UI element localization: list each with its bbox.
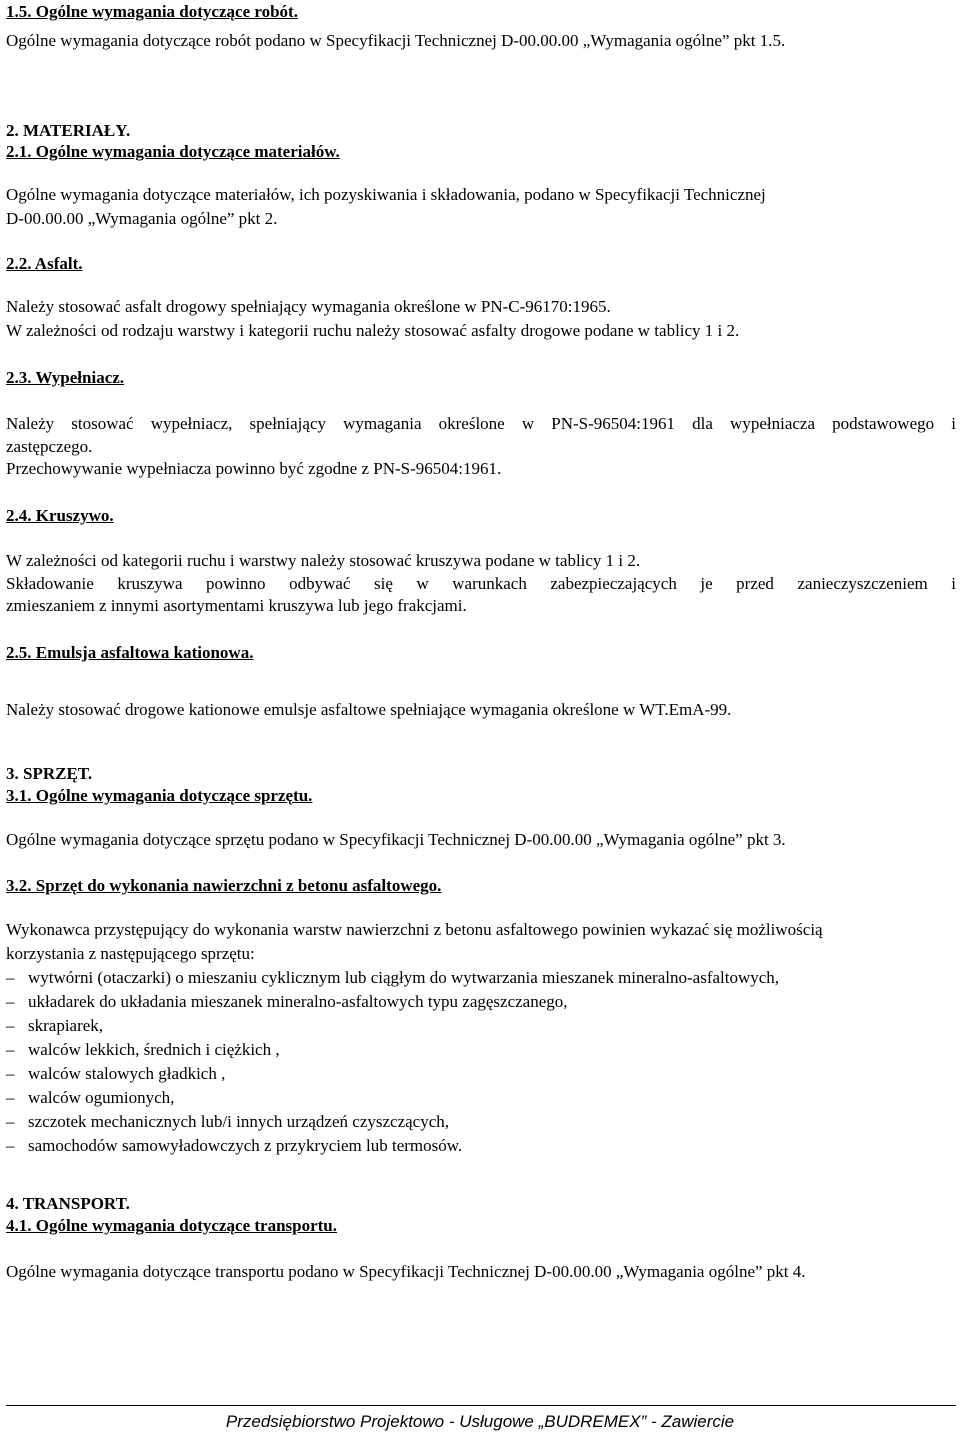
- paragraph: Należy stosować asfalt drogowy spełniający wymagania określone w PN-C-96170:1965.: [6, 297, 611, 316]
- dash-icon: –: [6, 1064, 15, 1083]
- list-item: – szczotek mechanicznych lub/i innych urządzeń czyszczących,: [6, 1110, 449, 1134]
- paragraph: Ogólne wymagania dotyczące transportu podano w Specyfikacji Technicznej D-00.00.00 „Wymagania ogólne” pkt 4.: [6, 1262, 806, 1281]
- dash-icon: –: [6, 1040, 15, 1059]
- heading-1-5: 1.5. Ogólne wymagania dotyczące robót.: [6, 2, 298, 21]
- heading-2-3: 2.3. Wypełniacz.: [6, 368, 125, 387]
- list-item: – walców ogumionych,: [6, 1086, 174, 1110]
- heading-3: 3. SPRZĘT.: [6, 764, 93, 783]
- list-item: – układarek do układania mieszanek mineralno-asfaltowych typu zagęszczanego,: [6, 990, 568, 1014]
- heading-4: 4. TRANSPORT.: [6, 1194, 130, 1213]
- paragraph: korzystania z następującego sprzętu:: [6, 944, 255, 963]
- paragraph: Ogólne wymagania dotyczące materiałów, ich pozyskiwania i składowania, podano w Specyfikacji Technicznej: [6, 185, 766, 204]
- heading-2-2: 2.2. Asfalt.: [6, 254, 83, 273]
- dash-icon: –: [6, 1016, 15, 1035]
- paragraph: D-00.00.00 „Wymagania ogólne” pkt 2.: [6, 209, 278, 228]
- heading-2-5: 2.5. Emulsja asfaltowa kationowa.: [6, 643, 254, 662]
- paragraph: Należy stosować drogowe kationowe emulsje asfaltowe spełniające wymagania określone w WT.EmA-99.: [6, 700, 732, 719]
- footer-divider: [6, 1405, 956, 1406]
- paragraph: W zależności od kategorii ruchu i warstwy należy stosować kruszywa podane w tablicy 1 i 2.: [6, 551, 641, 570]
- list-item: – wytwórni (otaczarki) o mieszaniu cyklicznym lub ciągłym do wytwarzania mieszanek mineralno-asfaltowych,: [6, 966, 779, 990]
- list-item: – samochodów samowyładowczych z przykryciem lub termosów.: [6, 1134, 462, 1158]
- heading-3-2: 3.2. Sprzęt do wykonania nawierzchni z betonu asfaltowego.: [6, 876, 442, 895]
- paragraph: Składowanie kruszywa powinno odbywać się w warunkach zabezpieczających je przed zanieczyszczeniem i: [6, 574, 956, 593]
- list-item: – skrapiarek,: [6, 1014, 103, 1038]
- paragraph: W zależności od rodzaju warstwy i kategorii ruchu należy stosować asfalty drogowe podane w tablicy 1 i 2.: [6, 321, 740, 340]
- paragraph: zmieszaniem z innymi asortymentami kruszywa lub jego frakcjami.: [6, 596, 467, 615]
- dash-icon: –: [6, 1136, 15, 1155]
- heading-2-4: 2.4. Kruszywo.: [6, 506, 114, 525]
- dash-icon: –: [6, 968, 15, 987]
- paragraph: Ogólne wymagania dotyczące robót podano w Specyfikacji Technicznej D-00.00.00 „Wymagania ogólne” pkt 1.5.: [6, 31, 786, 50]
- dash-icon: –: [6, 992, 15, 1011]
- paragraph: Należy stosować wypełniacz, spełniający wymagania określone w PN-S-96504:1961 dla wypełniacza podstawowego i: [6, 414, 956, 433]
- paragraph: zastępczego.: [6, 437, 93, 456]
- list-item: – walców lekkich, średnich i ciężkich ,: [6, 1038, 280, 1062]
- heading-2: 2. MATERIAŁY.: [6, 121, 131, 140]
- list-item: – walców stalowych gładkich ,: [6, 1062, 225, 1086]
- page-footer: Przedsiębiorstwo Projektowo - Usługowe „BUDREMEX” - Zawiercie: [225, 1412, 735, 1431]
- heading-4-1: 4.1. Ogólne wymagania dotyczące transportu.: [6, 1216, 338, 1235]
- paragraph: Wykonawca przystępujący do wykonania warstw nawierzchni z betonu asfaltowego powinien wykazać się możliwością: [6, 920, 823, 939]
- paragraph: Ogólne wymagania dotyczące sprzętu podano w Specyfikacji Technicznej D-00.00.00 „Wymagania ogólne” pkt 3.: [6, 830, 786, 849]
- heading-3-1: 3.1. Ogólne wymagania dotyczące sprzętu.: [6, 786, 313, 805]
- paragraph: Przechowywanie wypełniacza powinno być zgodne z PN-S-96504:1961.: [6, 459, 502, 478]
- dash-icon: –: [6, 1112, 15, 1131]
- heading-2-1: 2.1. Ogólne wymagania dotyczące materiałów.: [6, 142, 340, 161]
- dash-icon: –: [6, 1088, 15, 1107]
